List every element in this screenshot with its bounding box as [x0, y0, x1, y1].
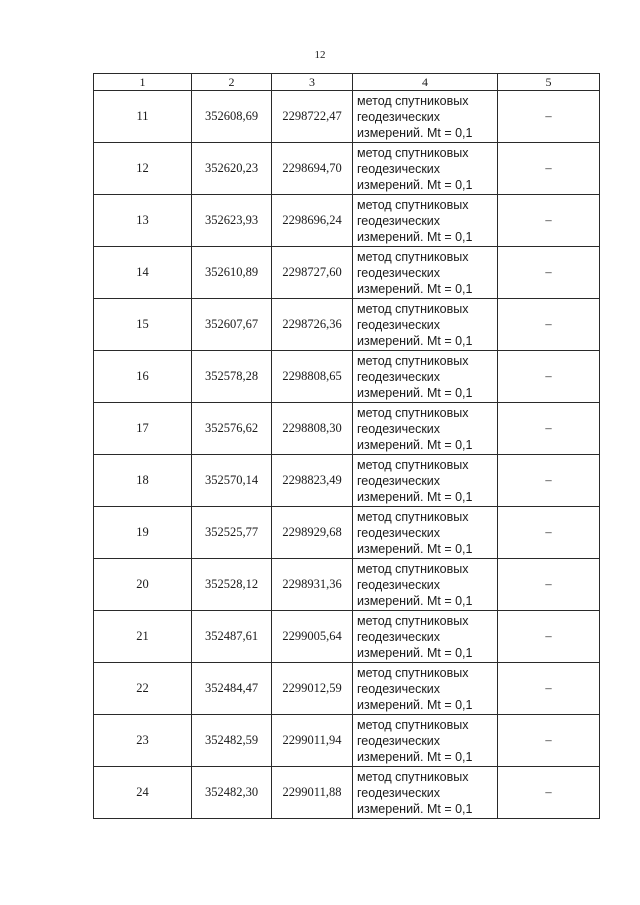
y-coordinate-cell: 2298808,30: [272, 403, 353, 455]
point-number-cell: 23: [94, 715, 192, 767]
point-number-cell: 22: [94, 663, 192, 715]
x-coordinate-cell: 352487,61: [192, 611, 272, 663]
x-coordinate-cell: 352484,47: [192, 663, 272, 715]
y-coordinate-cell: 2299012,59: [272, 663, 353, 715]
point-number-cell: 18: [94, 455, 192, 507]
note-cell: –: [498, 767, 600, 819]
table-row: [94, 91, 600, 143]
header-cell-1: 1: [94, 74, 192, 91]
table-row: [94, 507, 600, 559]
note-cell: –: [498, 195, 600, 247]
method-cell: метод спутниковых геодезических измерений. Mt = 0,1: [353, 91, 498, 143]
method-cell: метод спутниковых геодезических измерений. Mt = 0,1: [353, 247, 498, 299]
x-coordinate-cell: 352482,30: [192, 767, 272, 819]
point-number-cell: 19: [94, 507, 192, 559]
y-coordinate-cell: 2299011,88: [272, 767, 353, 819]
x-coordinate-cell: 352570,14: [192, 455, 272, 507]
x-coordinate-cell: 352525,77: [192, 507, 272, 559]
header-cell-5: 5: [498, 74, 600, 91]
point-number-cell: 24: [94, 767, 192, 819]
x-coordinate-cell: 352528,12: [192, 559, 272, 611]
table-row: [94, 455, 600, 507]
note-cell: –: [498, 143, 600, 195]
method-cell: метод спутниковых геодезических измерений. Mt = 0,1: [353, 403, 498, 455]
table-row: [94, 143, 600, 195]
method-cell: метод спутниковых геодезических измерений. Mt = 0,1: [353, 663, 498, 715]
x-coordinate-cell: 352578,28: [192, 351, 272, 403]
y-coordinate-cell: 2298929,68: [272, 507, 353, 559]
method-cell: метод спутниковых геодезических измерений. Mt = 0,1: [353, 611, 498, 663]
y-coordinate-cell: 2298696,24: [272, 195, 353, 247]
table-row: [94, 559, 600, 611]
point-number-cell: 12: [94, 143, 192, 195]
method-cell: метод спутниковых геодезических измерений. Mt = 0,1: [353, 195, 498, 247]
x-coordinate-cell: 352623,93: [192, 195, 272, 247]
point-number-cell: 11: [94, 91, 192, 143]
y-coordinate-cell: 2298726,36: [272, 299, 353, 351]
table-row: [94, 611, 600, 663]
point-number-cell: 14: [94, 247, 192, 299]
y-coordinate-cell: 2299005,64: [272, 611, 353, 663]
table-row: [94, 247, 600, 299]
note-cell: –: [498, 247, 600, 299]
point-number-cell: 20: [94, 559, 192, 611]
y-coordinate-cell: 2298722,47: [272, 91, 353, 143]
y-coordinate-cell: 2298727,60: [272, 247, 353, 299]
table-header-row: [94, 74, 600, 91]
note-cell: –: [498, 663, 600, 715]
note-cell: –: [498, 351, 600, 403]
page-number: 12: [314, 49, 326, 61]
method-cell: метод спутниковых геодезических измерений. Mt = 0,1: [353, 143, 498, 195]
header-cell-4: 4: [353, 74, 498, 91]
method-cell: метод спутниковых геодезических измерений. Mt = 0,1: [353, 767, 498, 819]
method-cell: метод спутниковых геодезических измерений. Mt = 0,1: [353, 507, 498, 559]
note-cell: –: [498, 507, 600, 559]
point-number-cell: 13: [94, 195, 192, 247]
coordinates-table: [93, 73, 600, 819]
header-cell-2: 2: [192, 74, 272, 91]
x-coordinate-cell: 352482,59: [192, 715, 272, 767]
method-cell: метод спутниковых геодезических измерений. Mt = 0,1: [353, 455, 498, 507]
x-coordinate-cell: 352576,62: [192, 403, 272, 455]
y-coordinate-cell: 2298694,70: [272, 143, 353, 195]
point-number-cell: 21: [94, 611, 192, 663]
table-row: [94, 403, 600, 455]
table-row: [94, 195, 600, 247]
method-cell: метод спутниковых геодезических измерений. Mt = 0,1: [353, 715, 498, 767]
table-body: [94, 74, 600, 819]
note-cell: –: [498, 91, 600, 143]
x-coordinate-cell: 352610,89: [192, 247, 272, 299]
method-cell: метод спутниковых геодезических измерений. Mt = 0,1: [353, 351, 498, 403]
method-cell: метод спутниковых геодезических измерений. Mt = 0,1: [353, 559, 498, 611]
point-number-cell: 17: [94, 403, 192, 455]
x-coordinate-cell: 352608,69: [192, 91, 272, 143]
note-cell: –: [498, 559, 600, 611]
y-coordinate-cell: 2298931,36: [272, 559, 353, 611]
x-coordinate-cell: 352607,67: [192, 299, 272, 351]
note-cell: –: [498, 403, 600, 455]
point-number-cell: 15: [94, 299, 192, 351]
table-row: [94, 663, 600, 715]
y-coordinate-cell: 2299011,94: [272, 715, 353, 767]
method-cell: метод спутниковых геодезических измерений. Mt = 0,1: [353, 299, 498, 351]
x-coordinate-cell: 352620,23: [192, 143, 272, 195]
point-number-cell: 16: [94, 351, 192, 403]
table-row: [94, 299, 600, 351]
table-row: [94, 351, 600, 403]
y-coordinate-cell: 2298823,49: [272, 455, 353, 507]
note-cell: –: [498, 299, 600, 351]
header-cell-3: 3: [272, 74, 353, 91]
y-coordinate-cell: 2298808,65: [272, 351, 353, 403]
table-row: [94, 767, 600, 819]
note-cell: –: [498, 611, 600, 663]
table-row: [94, 715, 600, 767]
note-cell: –: [498, 715, 600, 767]
note-cell: –: [498, 455, 600, 507]
